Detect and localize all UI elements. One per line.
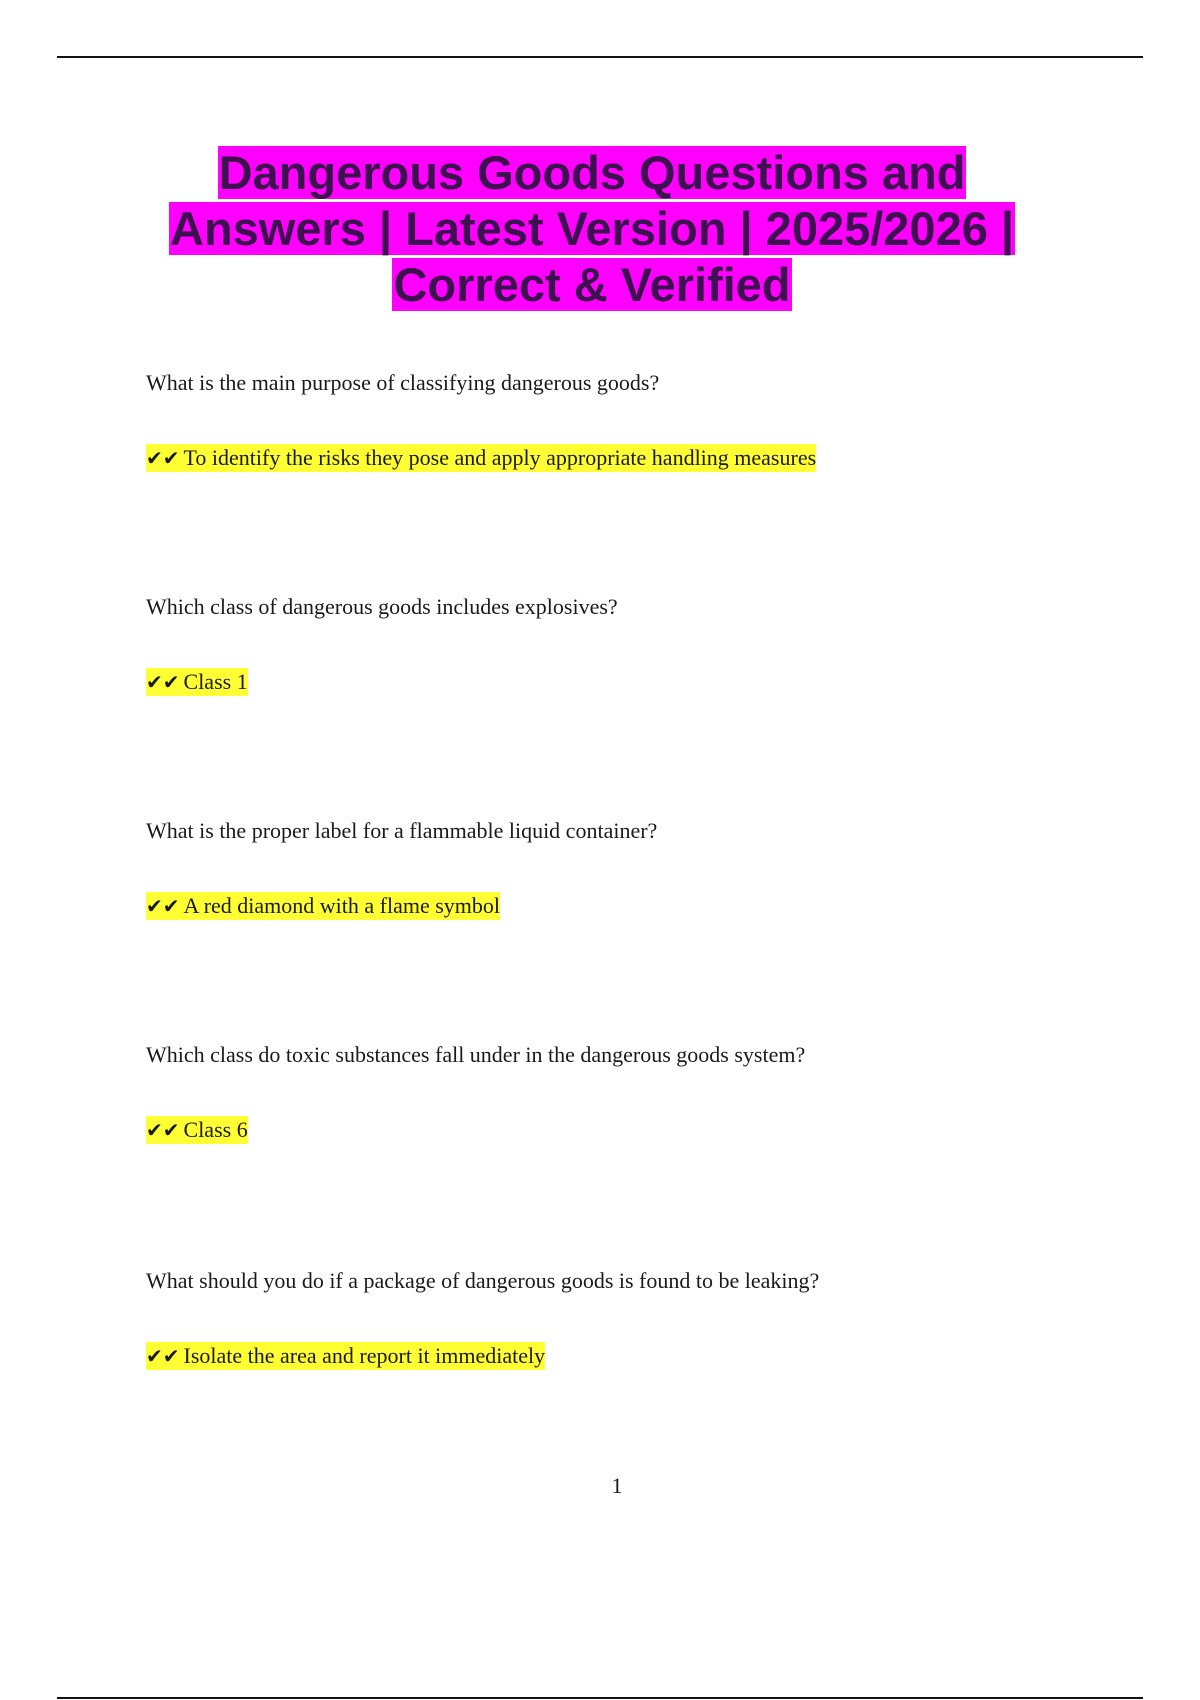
- question-text: What is the main purpose of classifying dangerous goods?: [146, 370, 660, 395]
- qa-item-1: [146, 370, 1106, 470]
- double-check-icon: ✔✔: [146, 1344, 180, 1368]
- double-check-icon: ✔✔: [146, 670, 180, 694]
- document-title: [120, 145, 1064, 313]
- answer-highlight: [146, 668, 248, 696]
- question-text: What should you do if a package of dangerous goods is found to be leaking?: [146, 1268, 820, 1293]
- qa-item-5: [146, 1268, 1106, 1368]
- answer-label: Isolate the area and report it immediately: [183, 1343, 546, 1368]
- title-highlight: Dangerous Goods Questions and Answers | Latest Version | 2025/2026 | Correct & Verified: [169, 146, 1015, 311]
- double-check-icon: ✔✔: [146, 894, 180, 918]
- double-check-icon: ✔✔: [146, 446, 180, 470]
- answer-text: [146, 444, 816, 472]
- answer-highlight: [146, 1116, 248, 1144]
- footer-rule: [57, 1697, 1143, 1699]
- answer-label: A red diamond with a flame symbol: [183, 893, 501, 918]
- answer-text: [146, 1116, 248, 1144]
- double-check-icon: ✔✔: [146, 1118, 180, 1142]
- page-number: 1: [611, 1473, 623, 1498]
- answer-text: [146, 1342, 545, 1370]
- answer-label: Class 6: [183, 1117, 248, 1142]
- question-text: Which class do toxic substances fall under in the dangerous goods system?: [146, 1042, 806, 1067]
- qa-item-4: [146, 1042, 1106, 1142]
- question-text: What is the proper label for a flammable liquid container?: [146, 818, 658, 843]
- question-text: Which class of dangerous goods includes explosives?: [146, 594, 618, 619]
- header-rule: [57, 56, 1143, 58]
- answer-text: [146, 892, 500, 920]
- qa-item-3: [146, 818, 1106, 918]
- answer-text: [146, 668, 248, 696]
- answer-highlight: [146, 1342, 545, 1370]
- answer-label: To identify the risks they pose and apply appropriate handling measures: [183, 445, 817, 470]
- answer-highlight: [146, 444, 816, 472]
- qa-item-2: [146, 594, 1106, 694]
- answer-label: Class 1: [183, 669, 248, 694]
- answer-highlight: [146, 892, 500, 920]
